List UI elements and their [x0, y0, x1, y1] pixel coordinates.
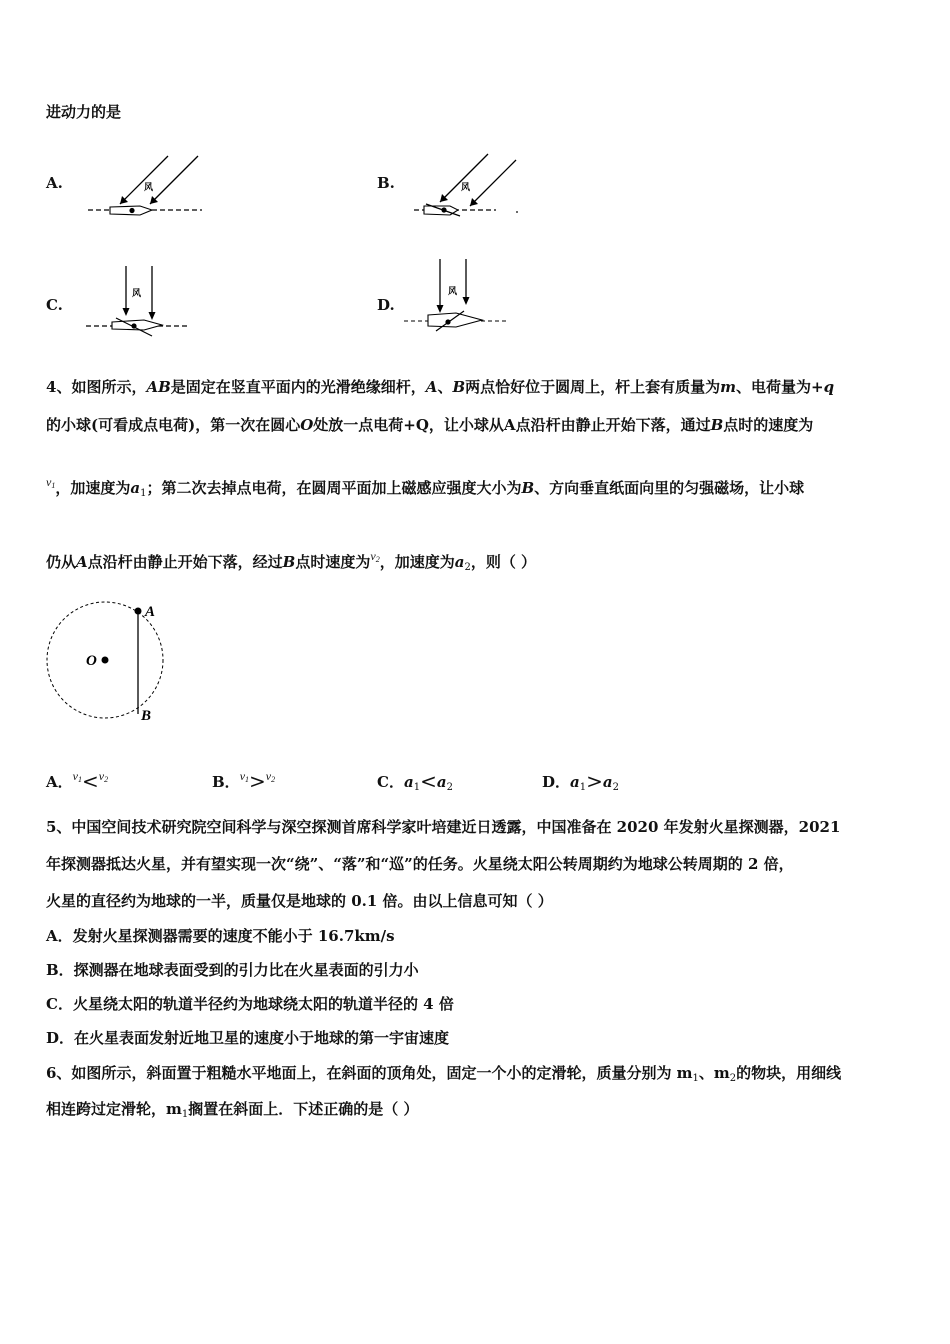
- v2-symbol: v2: [370, 549, 380, 564]
- q3-option-a-wind-label: 风: [144, 183, 154, 193]
- question-6-line-2: 相连跨过定滑轮，$m_1$搁置在斜面上．下述正确的是（ ）: [46, 1100, 419, 1120]
- question-4-line-2: 的小球(可看成点电荷)，第一次在圆心O处放一点电荷+Q，让小球从A点沿杆由静止开始下落，通过B点时的速度为: [46, 416, 814, 434]
- question-4-line-1: 4、如图所示，AB是固定在竖直平面内的光滑绝缘细杆，A、B两点恰好位于圆周上，杆上套有质量为m、电荷量为+q: [46, 378, 835, 396]
- q3-option-c-sail-diagram: [82, 262, 192, 342]
- q5-option-d[interactable]: D．在火星表面发射近地卫星的速度小于地球的第一宇宙速度: [46, 1029, 450, 1047]
- q3-option-d-wind-label: 风: [448, 287, 458, 297]
- question-6-line-1: 6、如图所示，斜面置于粗糙水平地面上，在斜面的顶角处，固定一个小的定滑轮，质量分别为 $m_1$、$m_2$的物块，用细线: [46, 1064, 842, 1084]
- point-o-label: O: [86, 653, 97, 669]
- point-b-label: B: [141, 708, 152, 724]
- q4-option-a[interactable]: A．$^{v_1}$<$^{v_2}$: [46, 769, 109, 793]
- q3-option-d-label[interactable]: D.: [377, 296, 395, 314]
- question-5-line-1: 5、中国空间技术研究院空间科学与深空探测首席科学家叶培建近日透露，中国准备在 2020 年发射火星探测器，2021: [46, 818, 841, 836]
- q3-option-a-sail-diagram: [82, 150, 212, 230]
- q5-option-c[interactable]: C．火星绕太阳的轨道半径约为地球绕太阳的轨道半径的 4 倍: [46, 995, 454, 1013]
- q3-option-b-sail-diagram: [410, 150, 530, 230]
- q3-option-c-label[interactable]: C.: [46, 296, 63, 314]
- question-5-line-3: 火星的直径约为地球的一半，质量仅是地球的 0.1 倍。由以上信息可知（ ）: [46, 892, 553, 910]
- question-4-line-4: 仍从A点沿杆由静止开始下落，经过B点时速度为$^{v_2}$，加速度为$a_2$，则（ ）: [46, 549, 537, 573]
- v1-symbol: v1: [46, 475, 56, 490]
- q5-option-b[interactable]: B．探测器在地球表面受到的引力比在火星表面的引力小: [46, 961, 419, 979]
- question-5-line-2: 年探测器抵达火星，并有望实现一次“绕”、“落”和“巡”的任务。火星绕太阳公转周期约为地球公转周期的 2 倍，: [46, 855, 794, 873]
- q3-option-d-sail-diagram: [402, 255, 522, 340]
- q4-option-b[interactable]: B．$^{v_1}$>$^{v_2}$: [212, 769, 276, 793]
- q5-option-a[interactable]: A．发射火星探测器需要的速度不能小于 16.7km/s: [46, 927, 395, 945]
- q4-option-d[interactable]: D．$a_1>a_2$: [542, 769, 619, 793]
- q3-option-c-wind-label: 风: [132, 289, 142, 299]
- question-4-line-3: $^{v_1}$，加速度为$a_1$；第二次去掉点电荷，在圆周平面加上磁感应强度大小为B、方向垂直纸面向里的匀强磁场，让小球: [46, 475, 805, 499]
- point-a-label: A: [145, 604, 156, 620]
- q3-option-b-wind-label: 风: [461, 183, 471, 193]
- question-3-tail: 进动力的是: [46, 103, 122, 121]
- q3-option-a-label[interactable]: A.: [46, 174, 63, 192]
- q4-option-c[interactable]: C．$a_1<a_2$: [377, 769, 453, 793]
- q3-option-b-label[interactable]: B.: [377, 174, 395, 192]
- q4-circle-rod-diagram: [40, 598, 170, 726]
